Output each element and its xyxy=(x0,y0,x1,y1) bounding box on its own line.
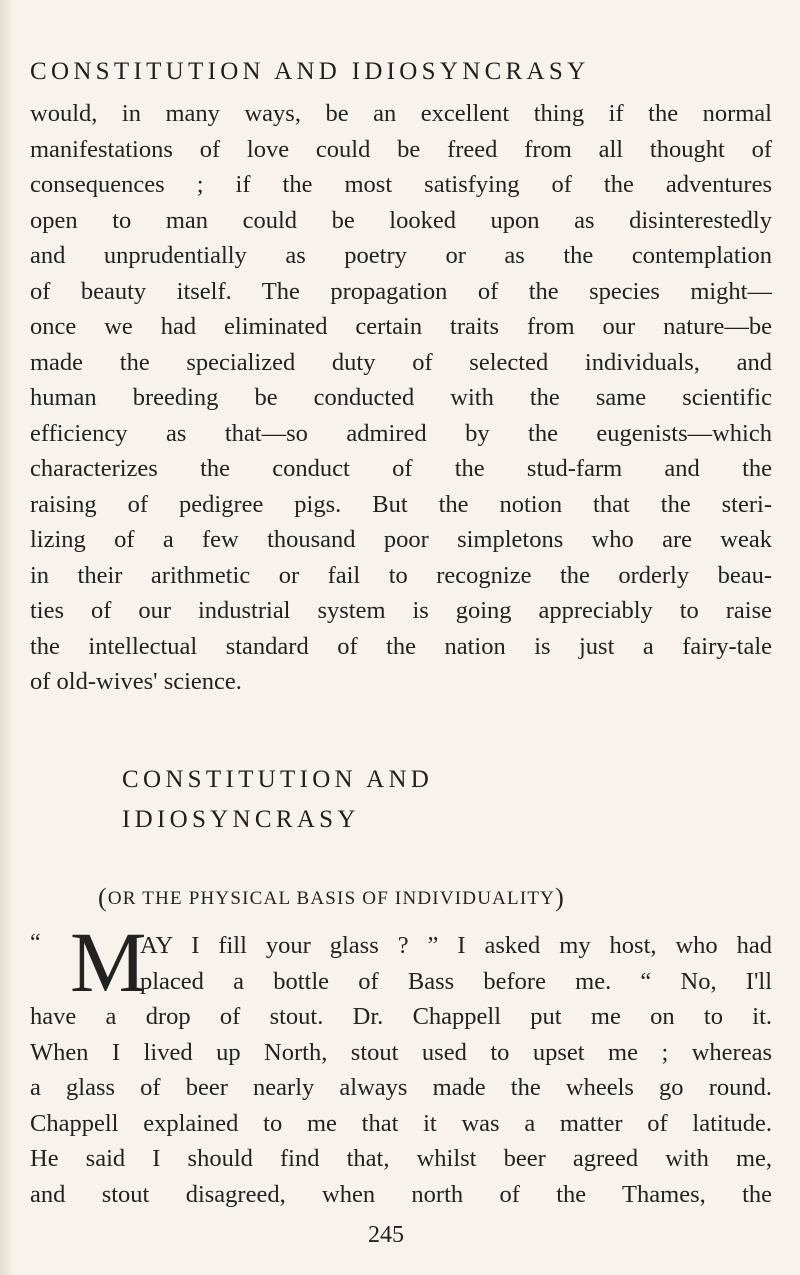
text-line: have a drop of stout. Dr. Chappell put me on to it. xyxy=(30,1003,772,1030)
close-paren: ) xyxy=(555,883,565,912)
text-line: raising of pedigree pigs. But the notion that the steri- xyxy=(30,490,772,518)
section-subtitle xyxy=(98,883,565,913)
text-line: efficiency as that—so admired by the eugenists—which xyxy=(30,419,772,447)
text-line: human breeding be conducted with the same scientific xyxy=(30,384,772,411)
text-line: AY I fill your glass ? ” I asked my host, who had xyxy=(140,932,772,959)
text-line: made the specialized duty of selected individuals, and xyxy=(30,348,772,376)
text-line: and stout disagreed, when north of the Thames, the xyxy=(30,1180,772,1208)
text-line: manifestations of love could be freed from all thought of xyxy=(30,135,772,163)
text-line: the intellectual standard of the nation is just a fairy-tale xyxy=(30,632,772,660)
text-line: and unprudentially as poetry or as the contemplation xyxy=(30,242,772,269)
text-line: once we had eliminated certain traits from our nature—be xyxy=(30,313,772,340)
text-line: consequences ; if the most satisfying of the adventures xyxy=(30,171,772,198)
page-gutter-shadow xyxy=(0,0,14,1275)
page-number: 245 xyxy=(368,1222,404,1248)
text-line: He said I should find that, whilst beer agreed with me, xyxy=(30,1145,772,1172)
text-line: open to man could be looked upon as disinterestedly xyxy=(30,206,772,234)
subtitle-text: OR THE PHYSICAL BASIS OF INDIVIDUALITY xyxy=(107,888,556,909)
drop-cap-block xyxy=(30,914,772,1010)
section-title-line-2: IDIOSYNCRASY xyxy=(122,806,360,833)
drop-cap-letter: M xyxy=(70,914,147,1010)
text-line: of beauty itself. The propagation of the species might— xyxy=(30,277,772,305)
open-paren: ( xyxy=(98,883,108,912)
section-body xyxy=(30,914,772,1212)
text-line: a glass of beer nearly always made the wheels go round. xyxy=(30,1074,772,1101)
text-line: placed a bottle of Bass before me. “ No, I'll xyxy=(140,967,772,995)
continued-paragraph xyxy=(30,96,772,700)
text-line: would, in many ways, be an excellent thing if the normal xyxy=(30,100,772,127)
opening-quote: “ xyxy=(30,930,41,956)
text-line: ties of our industrial system is going appreciably to raise xyxy=(30,597,772,624)
text-line: lizing of a few thousand poor simpletons who are weak xyxy=(30,526,772,553)
text-line: Chappell explained to me that it was a matter of latitude. xyxy=(30,1109,772,1137)
running-head: CONSTITUTION AND IDIOSYNCRASY xyxy=(30,58,590,85)
text-line: characterizes the conduct of the stud-farm and the xyxy=(30,455,772,482)
text-line: in their arithmetic or fail to recognize the orderly beau- xyxy=(30,561,772,589)
text-line: of old-wives' science. xyxy=(30,668,242,695)
section-title-line-1: CONSTITUTION AND xyxy=(122,766,434,793)
text-line: When I lived up North, stout used to upset me ; whereas xyxy=(30,1038,772,1066)
